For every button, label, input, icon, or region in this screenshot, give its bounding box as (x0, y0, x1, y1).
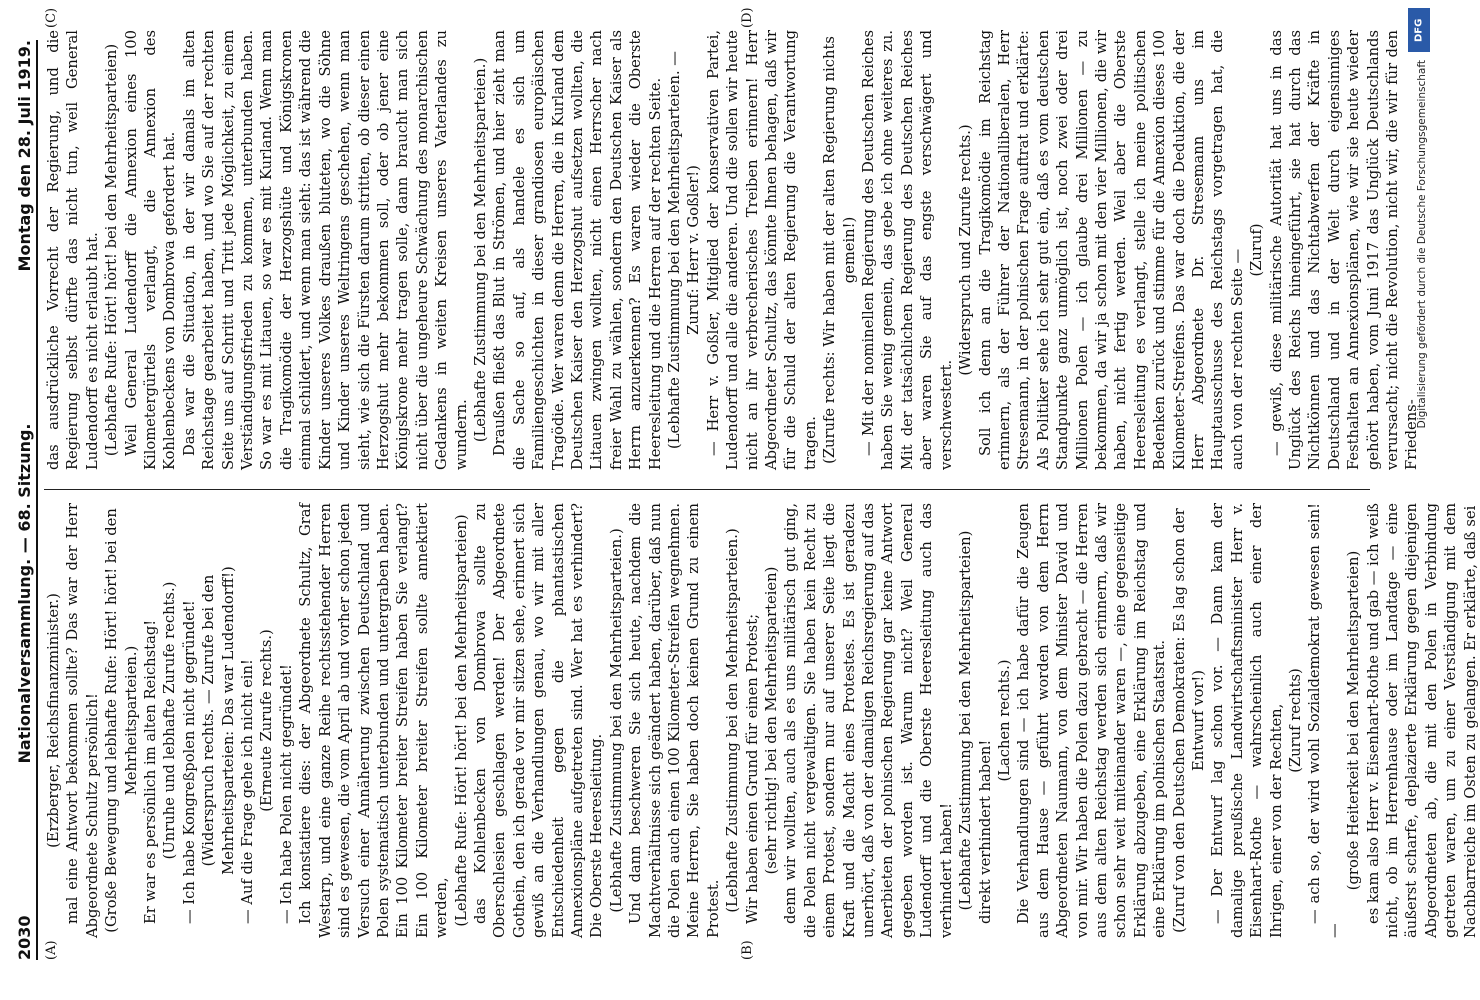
paragraph: (Lebhafte Zustimmung bei den Mehrheitsparteien.) (724, 528, 742, 913)
dfg-logo: DFG (1408, 8, 1430, 52)
paragraph: (Lebhafte Zustimmung bei den Mehrheitsparteien.) (607, 528, 625, 913)
paragraph: — Der Entwurf lag schon vor. — Dann kam der damalige preußische Landwirtschaftsminister Herr v. Eisenhart-Rothe — wahrscheinlich auch einer der Ihrigen, einer von der Rechten, (1209, 503, 1285, 938)
session-label: — 68. Sitzung. (15, 423, 34, 554)
paragraph: Soll ich denn an die Tragikomödie im Reichstag erinnern, als der Führer der Nationalliberalen, Herr Stresemann, in der polnischen Frage auftrat und erklärte: Als Politiker sehe ich sehr gut ein, daß es vom deutschen Standpunkte ganz unmöglich ist, noch zwei oder drei Millionen Polen — ich glaube drei Millionen — zu bekommen, da wir ja schon mit den vier Millionen, die wir haben, nicht fertig werden. Weil aber die Oberste Heeresleitung es verlangt, stelle ich meine politischen Bedenken zurück und stimme für die Annexion dieses 100 Kilometer-Streifens. Das war doch die Deduktion, die der Herr Abgeordnete Dr. Stresemann uns im Hauptausschusse des Reichstags vorgetragen hat, die auch von der rechten Seite — (976, 30, 1246, 470)
paragraph: (Zurufe rechts: Wir haben mit der alten Regierung nichts gemein!) (821, 36, 858, 464)
paragraph: (Große Bewegung und lebhafte Rufe: Hört! hört! bei den Mehrheitsparteien.) (103, 508, 140, 933)
paragraph: — Ich habe Polen nicht gegründet! (277, 664, 295, 924)
session-date: Montag den 28. Juli 1919. (15, 40, 34, 272)
paragraph: (Widerspruch rechts. — Zurufe bei den Mehrheitsparteien: Das war Ludendorff!) (200, 566, 237, 875)
paragraph: (Lebhafte Zustimmung bei den Mehrheitsparteien.) (471, 57, 489, 443)
paragraph: Die Verhandlungen sind — ich habe dafür die Zeugen aus dem Hause — geführt worden von dem Herrn Abgeordneten Naumann, von dem Minister David und von mir. Wir haben die Polen dazu gebracht — die Herren aus dem alten Reichstag werden sich erinnern, daß wir schon sehr weit miteinander waren —, eine gegenseitige Erklärung abzugeben, eine Erklärung im Reichstag und eine Erklärung im polnischen Staatsrat. (1015, 503, 1169, 938)
text-column-right (44, 30, 1421, 470)
paragraph: (Lachen rechts.) (995, 659, 1013, 782)
paragraph: Und dann beschweren Sie sich heute, nachdem die Machtverhältnisse sich geändert haben, darüber, daß nun die Polen auch einen 100 Kilometer-Streifen wegnehmen. Meine Herren, Sie haben doch keinen Grund zu einem Protest. (627, 503, 722, 938)
paragraph: (Zuruf) (1248, 223, 1266, 277)
margin-marker-d: (D) (740, 7, 755, 28)
attribution-text: Digitalisierung gefördert durch die Deutsche Forschungsgemeinschaft (1416, 60, 1428, 429)
paragraph: das ausdrückliche Vorrecht der Regierung, und die Regierung selbst dürfte das nicht tun, weil General Ludendorff es nicht erlaubt hat. (45, 30, 101, 470)
paragraph: Ich konstatiere dies: der Abgeordnete Schultz, Graf Westarp, und eine ganze Reihe rechtsstehender Herren sind es gewesen, die vom April ab und vorher schon jeden Versuch einer Annäherung zwischen Deutschland und Polen systematisch unterbunden und untergraben haben. Ein 100 Kilometer breiter Streifen haben Sie verlangt? Ein 100 Kilometer breiter Streifen sollte annektiert werden, (297, 503, 451, 938)
margin-marker-b: (B) (740, 940, 755, 960)
paragraph: — Mit der nominellen Regierung des Deutschen Reiches haben Sie wenig gemein, das gebe ich ohne weiteres zu. Mit der tatsächlichen Regierung des Deutschen Reiches aber waren Sie auf das engste verschwägert und verschwestert. (860, 30, 955, 470)
paragraph: (große Heiterkeit bei den Mehrheitsparteien) (1345, 550, 1363, 891)
text-column-left (44, 503, 1479, 938)
running-title (15, 271, 34, 915)
paragraph: mal eine Antwort bekommen sollte? Das war der Herr Abgeordnete Schultz persönlich! (64, 503, 101, 938)
paragraph: (Erneute Zurufe rechts.) (258, 629, 276, 812)
paragraph: (Widerspruch und Zurufe rechts.) (957, 124, 975, 376)
paragraph: (Zuruf von den Deutschen Demokraten: Es lag schon der Entwurf vor!) (1170, 508, 1207, 933)
paragraph: Wir haben einen Grund für einen Protest; (743, 613, 761, 924)
page-number: 2030 (15, 915, 34, 960)
margin-marker-c: (C) (44, 7, 59, 28)
paragraph: — Ich habe Kongreßpolen nicht gegründet! (180, 600, 198, 924)
paragraph: (Erzberger, Reichsfinanzminister.) (45, 593, 62, 848)
paragraph: (Lebhafte Zustimmung bei den Mehrheitsparteien. — Zuruf: Herr v. Goßler!) (666, 51, 703, 449)
paragraph: Das war die Situation, in der wir damals im alten Reichstage gearbeitet haben, und wo Sie auf der rechten Seite uns auf Schritt und Tritt jede Möglichkeit, zu einem Verständigungsfrieden zu kommen, unterbunden haben. So war es mit Litauen, so war es mit Kurland. Wenn man die Tragikomödie der Herzogshüte und Königskronen einmal schildert, und wenn man sieht: das ist während die Kinder unseres Volkes draußen bluteten, wo die Söhne und Kinder unseres Weltringens geschehen, wenn man sieht, wie sich die Fürsten darum stritten, ob dieser einen Herzogshut mehr bekommen soll, oder ob jener eine Königskrone mehr tragen solle, dann braucht man sich nicht über die ungeheure Schwächung des monarchischen Gedankens in weiten Kreisen unseres Vaterlandes zu wundern. (180, 30, 470, 470)
paragraph: — Auf die Frage gehe ich nicht ein! (239, 659, 257, 924)
running-head (6, 40, 38, 960)
paragraph: es kam also Herr v. Eisenhart-Rothe und gab — ich weiß nicht, ob im Herrenhause oder im Landtage — eine äußerst scharfe, deplazierte Erklärung gegen diejenigen Abgeordneten ab, die mit den Polen in Verbindung getreten waren, um zu einer Verständigung mit dem Nachbarreiche im Osten zu gelangen. Er erklärte, daß sei (1364, 503, 1479, 938)
paragraph: Er war es persönlich im alten Reichstag! (142, 619, 160, 924)
margin-marker-a: (A) (44, 940, 59, 960)
paragraph: Weil General Ludendorff die Annexion eines 100 Kilometergürtels verlangt, die Annexion des Kohlenbeckens von Dombrowa gefordert hat. (122, 30, 179, 470)
paragraph: — gewiß, diese militärische Autorität hat uns in das Unglück des Reichs hineingeführt, sie hat durch das Nichtkönnen und das Nichtabwerfen der Kräfte in Deutschland und in der Welt durch eigensinniges Festhalten an Annexionsplänen, wie wir sie heute wieder gehört haben, vom Juni 1917 das Unglück Deutschlands verursacht; nicht die Revolution, nicht wir, die wir für den Friedens- (1267, 30, 1421, 470)
attribution-strip (1400, 0, 1434, 1000)
paragraph: (Lebhafte Rufe: Hört! hört! bei den Mehrheitsparteien) (452, 514, 470, 927)
paragraph: — Herr v. Goßler, Mitglied der konservativen Partei, Ludendorff und alle die anderen. Und die sollen wir heute nicht an ihr verbrecherisches Treiben erinnern! Herr Abgeordneter Schultz, das könnte Ihnen behagen, daß wir für die Schuld der alten Regierung die Verantwortung tragen. (704, 30, 819, 470)
paragraph: Draußen fließt das Blut in Strömen, und hier zieht man die Sache so auf, als handele es sich um Familiengeschichten in dieser grandiosen europäischen Tragödie. Wer waren denn die Herren, die in Kurland dem Deutschen Kaiser den Herzogshut aufsetzen wollten, die Litauen zwingen wollten, nicht einen Herrscher nach freier Wahl zu wählen, sondern den Deutschen Kaiser als Herrn anzuerkennen? Es waren wieder die Oberste Heeresleitung und die Herren auf der rechten Seite. (491, 30, 664, 470)
paragraph: direkt verhindert haben! (976, 739, 994, 924)
paragraph: das Kohlenbecken von Dombrowa sollte zu Oberschlesien geschlagen werden! Der Abgeordnete Gothein, den ich gerade vor mir sitzen sehe, erinnert sich gewiß an die Verhandlungen genau, wo wir mit aller Entschiedenheit gegen die phantastischen Annexionspläne aufgetreten sind. Wer hat es verhindert? Die Oberste Heeresleitung. (471, 503, 606, 938)
paragraph: — ach so, der wird wohl Sozialdemokrat gewesen sein! — (1306, 503, 1343, 938)
paragraph: (Zuruf rechts) (1287, 668, 1304, 773)
paragraph: (Unruhe und lebhafte Zurufe rechts.) (161, 581, 179, 860)
paragraph: (Lebhafte Rufe: Hört! hört! bei den Mehrheitsparteien) (103, 43, 121, 457)
paragraph: (sehr richtig! bei den Mehrheitsparteien) (763, 566, 781, 875)
paragraph: denn wir wollten, auch als es uns militärisch gut ging, die Polen nicht vergewaltigen. Sie haben kein Recht zu einem Protest, sondern nur auf unserer Seite liegt die Kraft und die Macht eines Protestes. Es ist geradezu unerhört, daß von der damaligen Reichsregierung auf das Anerbieten der polnischen Regierung gar keine Antwort gegeben worden ist. Warum nicht? Weil General Ludendorff und die Oberste Heeresleitung auch das verhindert haben! (782, 503, 955, 938)
publication-title: Nationalversammlung. (15, 558, 34, 764)
paragraph: (Lebhafte Zustimmung bei den Mehrheitsparteien) (957, 530, 975, 911)
column-divider (44, 489, 1370, 490)
